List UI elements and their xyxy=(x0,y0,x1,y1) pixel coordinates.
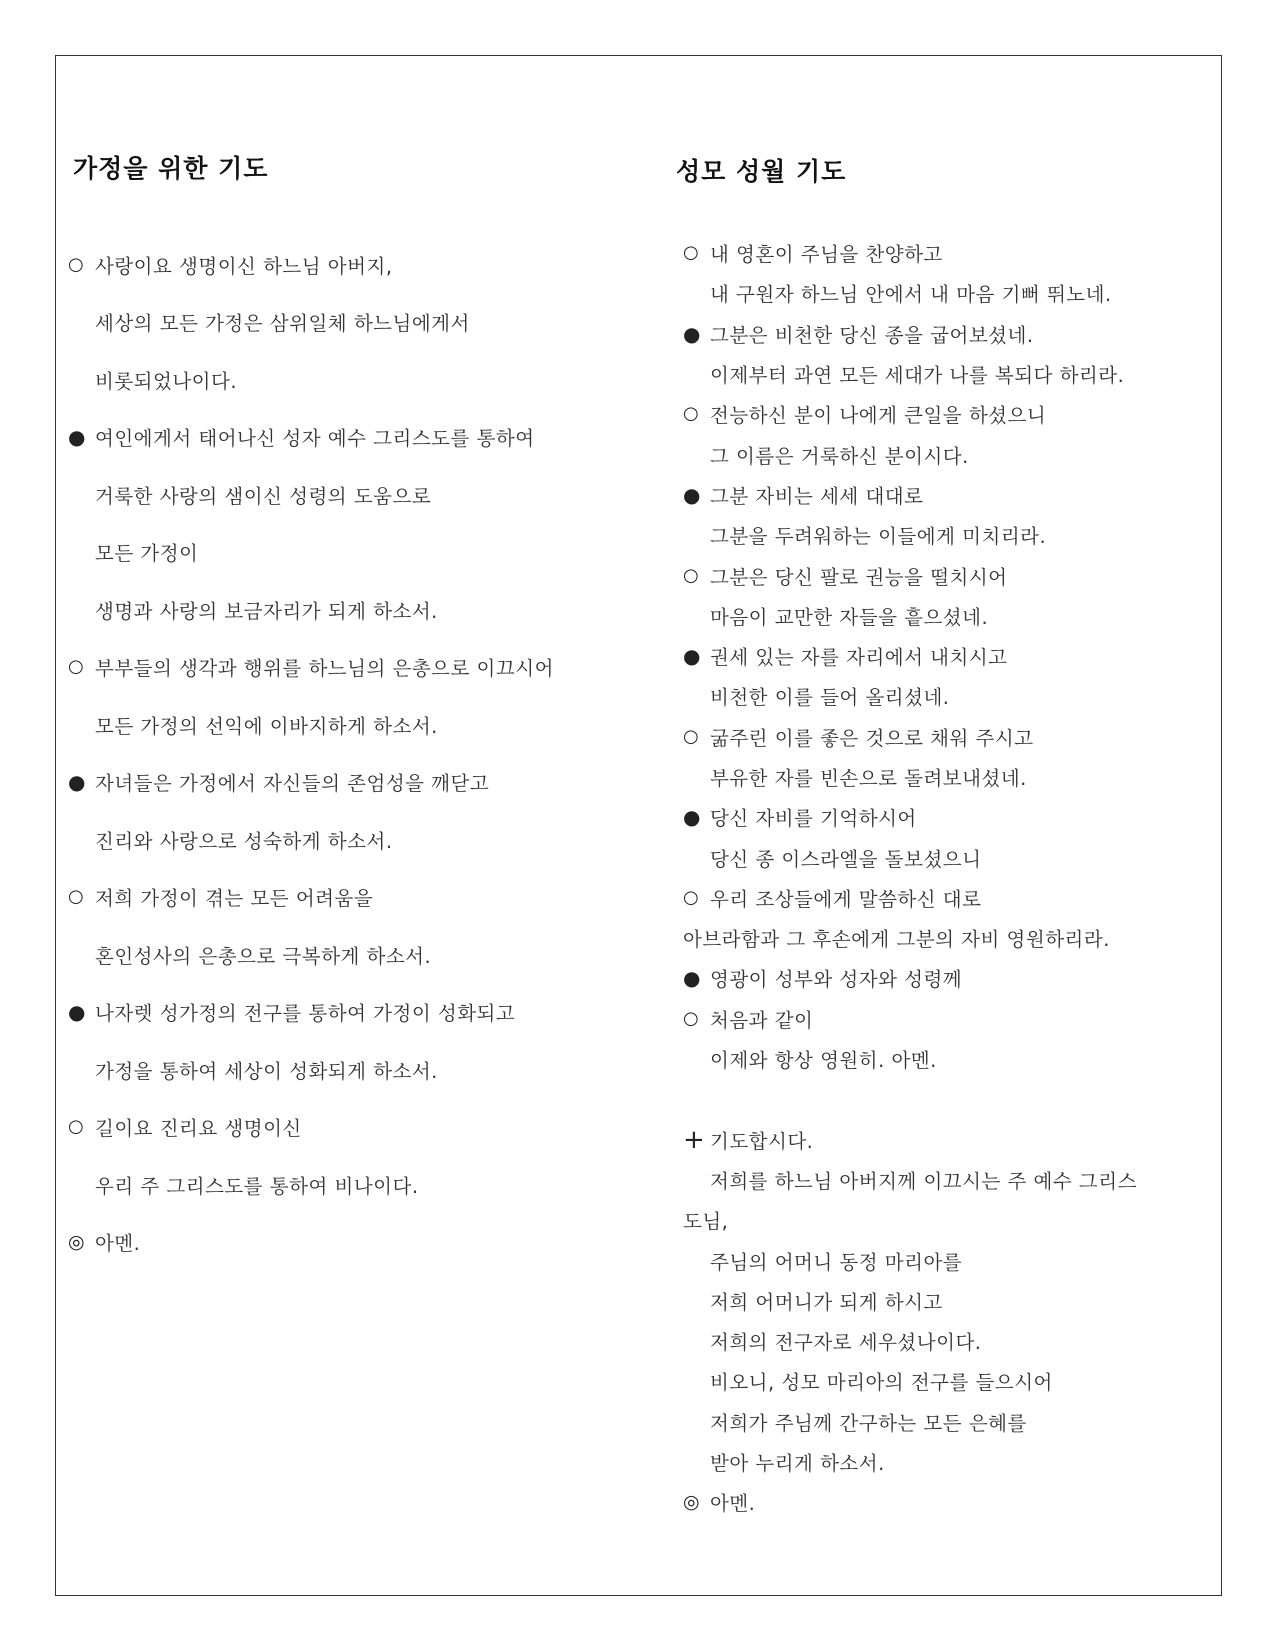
prayer-line-text: 처음과 같이 xyxy=(710,1008,814,1032)
open-circle-icon: ○ xyxy=(683,403,700,425)
prayer-line-text: 우리 주 그리스도를 통하여 비나이다. xyxy=(95,1174,419,1198)
prayer-line-text: 그분은 비천한 당신 종을 굽어보셨네. xyxy=(710,323,1034,347)
prayer-line-text: 그분은 당신 팔로 권능을 떨치시어 xyxy=(710,565,1008,589)
filled-circle-icon: ● xyxy=(683,321,701,346)
prayer-line xyxy=(683,1039,1137,1079)
prayer-line xyxy=(68,926,554,984)
prayer-line xyxy=(68,409,554,467)
prayer-line xyxy=(683,1361,1137,1401)
prayer-line-text: 우리 조상들에게 말씀하신 대로 xyxy=(710,887,982,911)
prayer-line xyxy=(683,717,1137,757)
open-circle-icon: ○ xyxy=(68,656,85,678)
prayer-line xyxy=(68,581,554,639)
prayer-line xyxy=(683,797,1137,837)
open-circle-icon: ○ xyxy=(683,242,700,264)
family-prayer-text xyxy=(68,236,554,1271)
filled-circle-icon: ● xyxy=(68,1000,86,1025)
prayer-line-text: 마음이 교만한 자들을 흩으셨네. xyxy=(710,605,989,629)
open-circle-icon: ○ xyxy=(683,1007,700,1029)
prayer-line xyxy=(683,354,1137,394)
prayer-line-text: 거룩한 사랑의 샘이신 성령의 도움으로 xyxy=(95,484,432,508)
prayer-line-text: 여인에게서 태어나신 성자 예수 그리스도를 통하여 xyxy=(95,427,535,451)
double-circle-icon: ◎ xyxy=(68,1230,86,1253)
open-circle-icon: ○ xyxy=(68,1116,85,1138)
prayer-line xyxy=(68,1099,554,1157)
prayer-line xyxy=(68,524,554,582)
prayer-line-text: 부유한 자를 빈손으로 돌려보내셨네. xyxy=(710,767,1027,790)
prayer-line-text: 이제부터 과연 모든 세대가 나를 복되다 하리라. xyxy=(710,364,1125,388)
prayer-line-text: 나자렛 성가정의 전구를 통하여 가정이 성화되고 xyxy=(95,1002,516,1026)
prayer-line-text: 길이요 진리요 생명이신 xyxy=(95,1117,302,1141)
prayer-line-text: 모든 가정이 xyxy=(95,542,199,566)
prayer-line xyxy=(683,918,1137,958)
prayer-line-text: 세상의 모든 가정은 삼위일체 하느님에게서 xyxy=(95,312,470,336)
prayer-line xyxy=(683,1079,1137,1119)
prayer-line xyxy=(68,754,554,812)
prayer-line xyxy=(683,515,1137,555)
prayer-line-text: 저희 가정이 겪는 모든 어려움을 xyxy=(95,887,374,911)
filled-circle-icon: ● xyxy=(683,805,701,830)
prayer-line xyxy=(68,984,554,1042)
prayer-line xyxy=(683,1160,1137,1200)
prayer-line xyxy=(683,394,1137,434)
prayer-line xyxy=(68,236,554,294)
prayer-line xyxy=(68,696,554,754)
prayer-line xyxy=(683,636,1137,676)
prayer-line xyxy=(683,1240,1137,1280)
prayer-line xyxy=(683,1482,1137,1522)
prayer-line xyxy=(68,1041,554,1099)
prayer-line-text: 아멘. xyxy=(710,1492,756,1516)
prayer-line-text: 당신 자비를 기억하시어 xyxy=(710,807,917,831)
prayer-line-text: 저희가 주님께 간구하는 모든 은혜를 xyxy=(710,1411,1027,1435)
left-prayer-title: 가정을 위한 기도 xyxy=(73,153,269,183)
prayer-line-text: 그 이름은 거룩하신 분이시다. xyxy=(710,444,969,468)
prayer-line xyxy=(68,1156,554,1214)
prayer-line-text: 부부들의 생각과 행위를 하느님의 은총으로 이끄시어 xyxy=(95,657,554,681)
prayer-line xyxy=(683,1120,1137,1160)
prayer-line-text: 사랑이요 생명이신 하느님 아버지, xyxy=(95,254,393,278)
prayer-line xyxy=(68,351,554,409)
filled-circle-icon: ● xyxy=(68,425,86,450)
prayer-line xyxy=(68,869,554,927)
prayer-line xyxy=(683,757,1137,797)
filled-circle-icon: ● xyxy=(683,644,701,669)
prayer-line xyxy=(683,1281,1137,1321)
prayer-line-text: 저희의 전구자로 세우셨나이다. xyxy=(710,1331,982,1355)
prayer-line xyxy=(683,273,1137,313)
double-circle-icon: ◎ xyxy=(683,1490,701,1513)
filled-circle-icon: ● xyxy=(683,966,701,991)
filled-circle-icon: ● xyxy=(68,770,86,795)
prayer-line-text: 비천한 이를 들어 올리셨네. xyxy=(710,686,950,710)
prayer-line-text: 혼인성사의 은총으로 극복하게 하소서. xyxy=(95,944,432,968)
open-circle-icon: ○ xyxy=(683,886,700,908)
open-circle-icon: ○ xyxy=(68,253,85,275)
prayer-line-text: 아브라함과 그 후손에게 그분의 자비 영원하리라. xyxy=(683,928,1110,952)
prayer-line xyxy=(683,878,1137,918)
prayer-line-text: 도님, xyxy=(683,1210,729,1234)
prayer-line-text: 권세 있는 자를 자리에서 내치시고 xyxy=(710,646,1008,670)
prayer-line-text: 기도합시다. xyxy=(710,1129,814,1153)
prayer-line-text: 생명과 사랑의 보금자리가 되게 하소서. xyxy=(95,599,438,623)
prayer-line-text: 비오니, 성모 마리아의 전구를 들으시어 xyxy=(710,1371,1053,1395)
open-circle-icon: ○ xyxy=(683,725,700,747)
prayer-line xyxy=(68,466,554,524)
prayer-line-text: 모든 가정의 선익에 이바지하게 하소서. xyxy=(95,714,438,738)
prayer-line-text: 아멘. xyxy=(95,1232,141,1256)
prayer-line-text: 자녀들은 가정에서 자신들의 존엄성을 깨닫고 xyxy=(95,772,490,796)
prayer-line xyxy=(683,676,1137,716)
prayer-line xyxy=(683,596,1137,636)
prayer-line-text: 저희를 하느님 아버지께 이끄시는 주 예수 그리스 xyxy=(710,1169,1137,1193)
prayer-line xyxy=(683,837,1137,877)
prayer-line-text: 가정을 통하여 세상이 성화되게 하소서. xyxy=(95,1059,438,1083)
prayer-line xyxy=(683,475,1137,515)
prayer-line-text: 영광이 성부와 성자와 성령께 xyxy=(710,968,963,992)
prayer-line-text: 이제와 항상 영원히. 아멘. xyxy=(710,1049,937,1073)
prayer-line-text: 받아 누리게 하소서. xyxy=(710,1452,885,1476)
prayer-line-text: 주님의 어머니 동정 마리아를 xyxy=(710,1250,963,1274)
prayer-line xyxy=(68,639,554,697)
prayer-line-text: 전능하신 분이 나에게 큰일을 하셨으니 xyxy=(710,404,1047,428)
prayer-line xyxy=(683,233,1137,273)
prayer-line-text: 굶주린 이를 좋은 것으로 채워 주시고 xyxy=(710,726,1034,750)
prayer-line-text: 당신 종 이스라엘을 돌보셨으니 xyxy=(710,847,982,871)
prayer-line-text: 그분을 두려워하는 이들에게 미치리라. xyxy=(710,525,1047,549)
prayer-line-text: 진리와 사랑으로 성숙하게 하소서. xyxy=(95,829,393,853)
prayer-line xyxy=(683,958,1137,998)
prayer-line xyxy=(683,1200,1137,1240)
prayer-line-text: 그분 자비는 세세 대대로 xyxy=(710,484,924,508)
prayer-line xyxy=(68,811,554,869)
prayer-line xyxy=(683,555,1137,595)
right-prayer-title: 성모 성월 기도 xyxy=(676,156,847,186)
prayer-line-text: 비롯되었나이다. xyxy=(95,369,238,393)
prayer-line xyxy=(68,294,554,352)
prayer-line xyxy=(683,999,1137,1039)
prayer-line xyxy=(683,1402,1137,1442)
prayer-line-text: 저희 어머니가 되게 하시고 xyxy=(710,1290,943,1314)
cross-icon: + xyxy=(683,1124,706,1155)
prayer-line xyxy=(683,1321,1137,1361)
prayer-line-text: 내 영혼이 주님을 찬양하고 xyxy=(710,243,943,267)
prayer-line xyxy=(683,314,1137,354)
prayer-line xyxy=(68,1214,554,1272)
open-circle-icon: ○ xyxy=(68,886,85,908)
prayer-line-text: 내 구원자 하느님 안에서 내 마음 기뻐 뛰노네. xyxy=(710,283,1112,307)
filled-circle-icon: ● xyxy=(683,482,701,507)
open-circle-icon: ○ xyxy=(683,564,700,586)
may-prayer-text xyxy=(683,233,1137,1523)
prayer-line xyxy=(683,1442,1137,1482)
prayer-line xyxy=(683,434,1137,474)
